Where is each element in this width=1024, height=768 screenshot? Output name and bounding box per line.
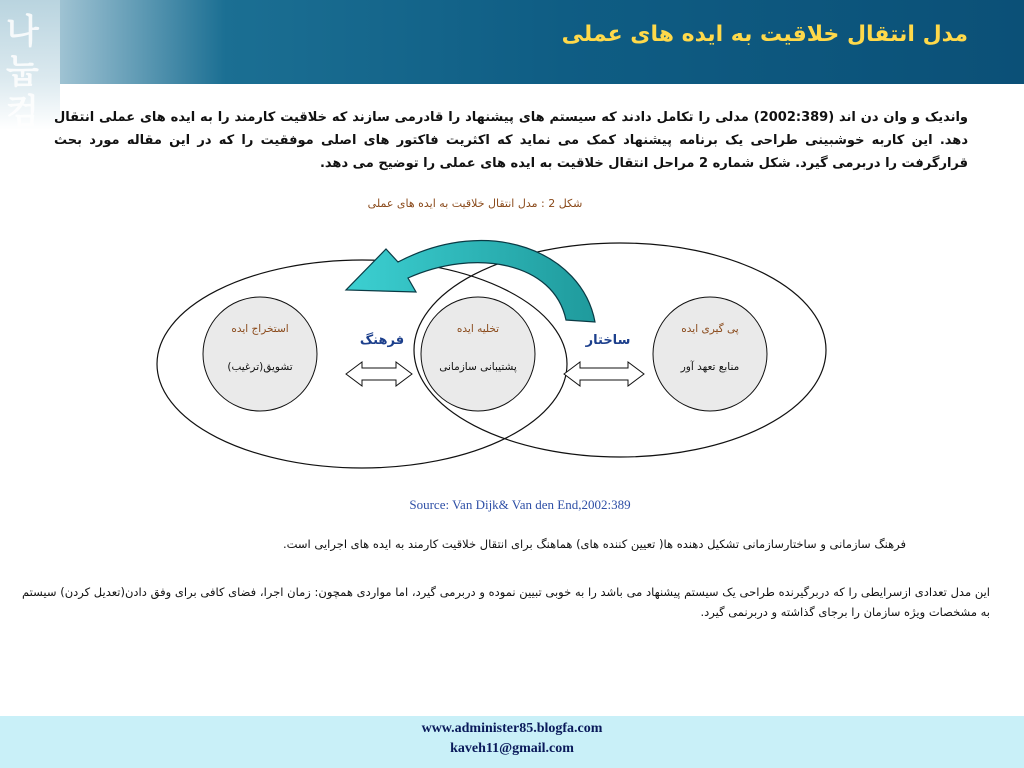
culture-label: فرهنگ [359,333,405,348]
figure-caption: شکل 2 : مدل انتقال خلاقیت به ایده های عملی [367,197,583,210]
double-arrow-icon [564,362,644,386]
email-link[interactable]: kaveh11@gmail.com [450,741,574,756]
slide-title: مدل انتقال خلاقیت به ایده های عملی [561,22,968,47]
circle-3-line2: منابع تعهد آور [680,361,740,373]
idea-followup-circle [653,297,767,411]
idea-extraction-circle [203,297,317,411]
logo-glyph: 나 [6,12,39,52]
idea-discharge-circle [421,297,535,411]
circle-1-line1: استخراج ایده [231,323,289,335]
creativity-model-diagram [150,222,830,472]
logo-glyph: 눕 [6,52,39,92]
model-limitations-paragraph: این مدل تعدادی ازسرایطی را که دربرگیرنده طراحی یک سیستم پیشنهاد می باشد را به خوبی تبیین نموده و دربرمی گیرد، اما مواردی همچون: زمان اجرا، فضای کافی برای وفق دادن(تعدیل کردن) سیستم به مشخصات ویژه سازمان را برجای گذاشته و دربرنمی گیرد. [22,585,990,619]
logo [0,0,60,130]
culture-structure-paragraph: فرهنگ سازمانی و ساختارسازمانی تشکیل دهنده ها( تعیین کننده های) هماهنگ برای انتقال خلاقیت کارمند به ایده های اجرایی است. [282,537,906,551]
intro-paragraph: واندیک و وان دن اند (2002:389) مدلی را تکامل دادند که سیستم های پیشنهاد را قادرمی سازند که خلاقیت کارمند را به ایده های عملی انتقال دهد. این کاربه خوشبینی طراحی یک برنامه پیشنهاد کمک می نماید که اکثریت فاکتور های اصلی موفقیت را که در این مقاله مورد بحث قرارگرفت را دربرمی گیرد. شکل شماره 2 مراحل انتقال خلاقیت به ایده های عملی را توضیح می دهد. [54,110,968,171]
footer-bar [0,716,1024,768]
figure-source: Source: Van Dijk& Van den End,2002:389 [409,497,631,512]
structure-label: ساختار [585,333,631,348]
circle-2-line2: پشتیبانی سازمانی [439,361,517,373]
logo-glyph: 컴 [6,92,39,132]
circle-3-line1: پی گیری ایده [681,323,739,335]
circle-1-line2: تشویق(ترغیب) [227,361,293,373]
circle-2-line1: تخلیه ایده [456,323,500,335]
website-link[interactable]: www.administer85.blogfa.com [421,721,603,736]
